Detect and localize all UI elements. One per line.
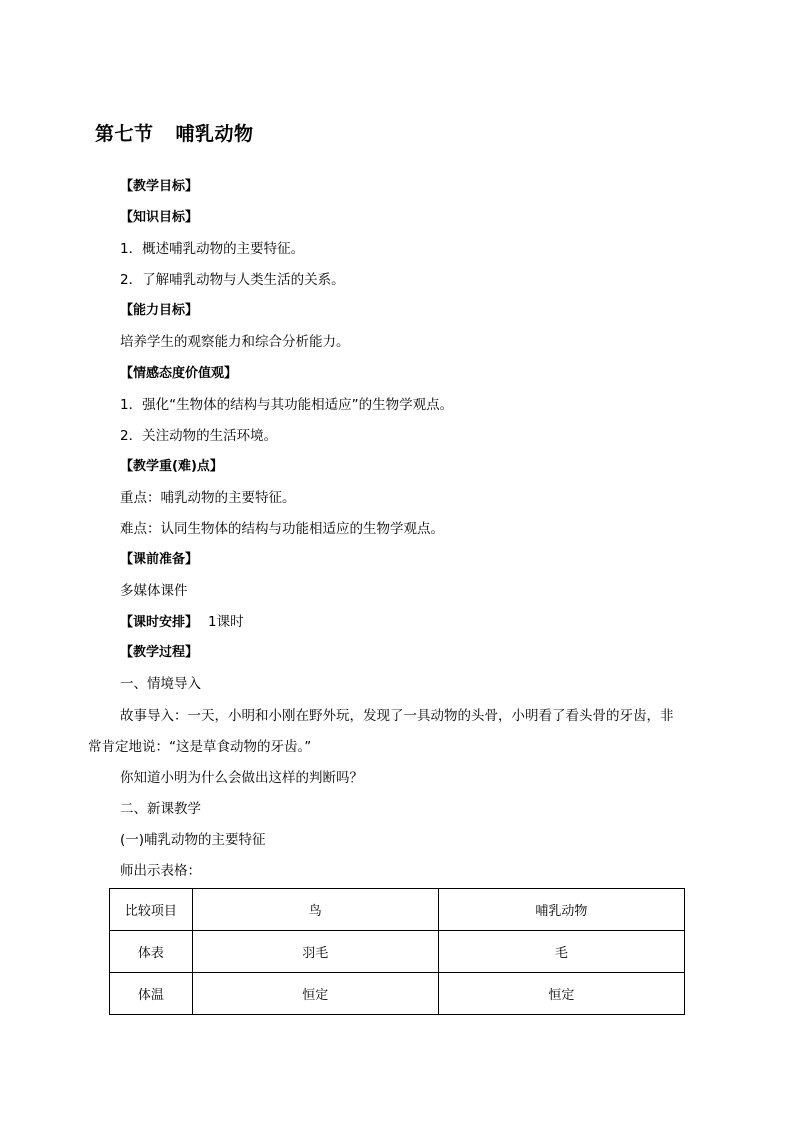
schedule-value: 1课时 bbox=[208, 614, 244, 630]
story-intro: 故事导入：一天，小明和小刚在野外玩，发现了一具动物的头骨，小明看了看头骨的牙齿，非 bbox=[120, 708, 674, 724]
schedule-line bbox=[120, 613, 244, 632]
attitude-goal-2: 2．关注动物的生活环境。 bbox=[120, 428, 278, 444]
heading-knowledge-goals: 【知识目标】 bbox=[120, 210, 199, 225]
table-cell: 羽毛 bbox=[192, 931, 438, 973]
part-one-title: 一、情境导入 bbox=[120, 676, 201, 692]
heading-attitude-values: 【情感态度价值观】 bbox=[120, 366, 238, 381]
table-cell: 恒定 bbox=[438, 973, 684, 1015]
attitude-goal-1: 1．强化“生物体的结构与其功能相适应”的生物学观点。 bbox=[120, 397, 454, 413]
ability-goal: 培养学生的观察能力和综合分析能力。 bbox=[120, 334, 350, 350]
key-point: 重点：哺乳动物的主要特征。 bbox=[120, 490, 296, 506]
header-cell: 哺乳动物 bbox=[438, 889, 684, 931]
heading-teaching-goals: 【教学目标】 bbox=[120, 179, 199, 194]
table-header-row bbox=[110, 889, 685, 931]
table-cell: 恒定 bbox=[192, 973, 438, 1015]
knowledge-goal-1: 1．概述哺乳动物的主要特征。 bbox=[120, 241, 305, 257]
knowledge-goal-2: 2．了解哺乳动物与人类生活的关系。 bbox=[120, 272, 345, 288]
heading-process: 【教学过程】 bbox=[120, 645, 199, 660]
question: 你知道小明为什么会做出这样的判断吗？ bbox=[120, 770, 363, 786]
table-cell: 体温 bbox=[110, 973, 193, 1015]
heading-schedule: 【课时安排】 bbox=[120, 615, 199, 630]
header-cell: 鸟 bbox=[192, 889, 438, 931]
table-cell: 毛 bbox=[438, 931, 684, 973]
section-name: 哺乳动物 bbox=[175, 123, 254, 145]
table-intro: 师出示表格： bbox=[120, 863, 201, 879]
subsection-title: (一)哺乳动物的主要特征 bbox=[120, 832, 266, 848]
table-row bbox=[110, 931, 685, 973]
part-two-title: 二、新课教学 bbox=[120, 801, 201, 817]
section-number: 第七节 bbox=[95, 123, 154, 145]
heading-ability-goals: 【能力目标】 bbox=[120, 303, 199, 318]
table-cell: 体表 bbox=[110, 931, 193, 973]
preparation: 多媒体课件 bbox=[120, 583, 188, 599]
header-cell: 比较项目 bbox=[110, 889, 193, 931]
heading-preparation: 【课前准备】 bbox=[120, 552, 199, 567]
difficult-point: 难点：认同生物体的结构与功能相适应的生物学观点。 bbox=[120, 521, 444, 537]
heading-key-points: 【教学重(难)点】 bbox=[120, 459, 223, 474]
comparison-table bbox=[109, 888, 685, 1015]
story-intro-cont: 常肯定地说：“这是草食动物的牙齿。” bbox=[88, 739, 312, 755]
page-title bbox=[95, 119, 254, 146]
table-row bbox=[110, 973, 685, 1015]
